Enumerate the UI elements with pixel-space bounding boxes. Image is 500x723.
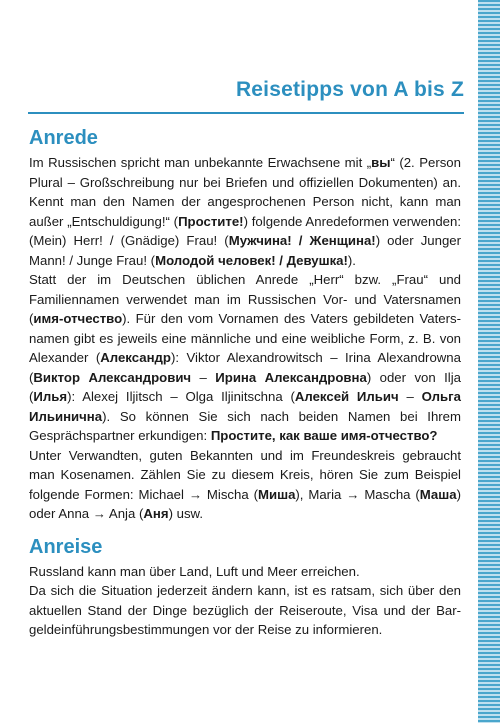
bold-term: Миша xyxy=(257,486,296,502)
bold-term: Простите, как ваше имя-отчество? xyxy=(210,428,438,443)
bold-term: Алексей Ильич xyxy=(294,389,399,404)
section-title-anrede: Anrede xyxy=(29,127,98,149)
paragraph: Im Russischen spricht man unbekannte Erwachsene mit „вы“ (2. Person Plural – Großschreibung nur bei Briefen und offiziellen Dokumenten) an. Kennt man den Namen der angesprochenen Person nicht, kann man außer „Entschuldigung!“ (Простите!) folgende Anredeformen verwenden: (Mein) Herr! / (Gnädige) Frau! (Мужчина! / Женщина!) oder Junger Mann! / Junge Frau! (Молодой человек! / Девушка!). xyxy=(29,155,462,268)
bold-term: Простите! xyxy=(178,213,244,229)
bold-term: Мужчина! / Женщина! xyxy=(228,233,376,248)
paragraph: Statt der im Deutschen üblichen Anrede „Herr“ bzw. „Frau“ und Familiennamen verwendet man im Russischen Vor- und Vatersnamen (имя-отчество). Für den vom Vornamen des Vaters gebildeten Vatersnamen gibt es jeweils eine männliche und eine weibliche Form, z. B. von Alexander (Александр): Viktor Alexandrowitsch – Irina Alexandrowna (Виктор Александрович – Ирина Александровна) oder von Ilja (Илья): Alexej Iljitsch – Olga Iljinitschna (Алексей Ильич – Ольга Ильинична). So können Sie sich nach beiden Namen bei Ihrem Gesprächspartner erkundigen: Простите, как ваше имя-отчество? xyxy=(29,272,461,443)
bold-term: Маша xyxy=(419,486,457,502)
bold-term: Молодой человек! / Девушка! xyxy=(155,252,348,268)
section-title-anreise: Anreise xyxy=(29,535,103,558)
page-content xyxy=(29,126,461,640)
bold-term: Александр xyxy=(100,350,171,365)
page-edge-stripe xyxy=(478,0,500,723)
bold-term: имя-отчество xyxy=(33,311,123,326)
bold-term: Илья xyxy=(33,389,68,404)
paragraph: Russland kann man über Land, Luft und Meer erreichen. xyxy=(29,563,360,579)
page-title: Reisetipps von A bis Z xyxy=(235,78,464,101)
paragraph: Da sich die Situation jederzeit ändern kann, ist es ratsam, sich über den aktuellen Stand der Dinge bezüglich der Reiseroute, Visa und der Bargeldeinführungsbestimmungen vor der Reise zu informieren. xyxy=(29,583,461,637)
bold-term: вы xyxy=(371,155,391,170)
bold-term: Ирина Александровна xyxy=(215,369,367,385)
header-divider xyxy=(28,112,464,114)
bold-term: Аня xyxy=(143,506,169,521)
paragraph: Unter Verwandten, guten Bekannten und im Freundeskreis gebraucht man Kosenamen. Zählen Sie zu diesem Kreis, hören Sie zum Beispiel folgende Formen: Michael → Mischa (Миша), Maria → Mascha (Маша) oder Anna → Anja (Аня) usw. xyxy=(29,447,461,521)
bold-term: Виктор Александрович xyxy=(33,369,192,385)
bold-term: Ольга Ильинична xyxy=(29,389,461,424)
